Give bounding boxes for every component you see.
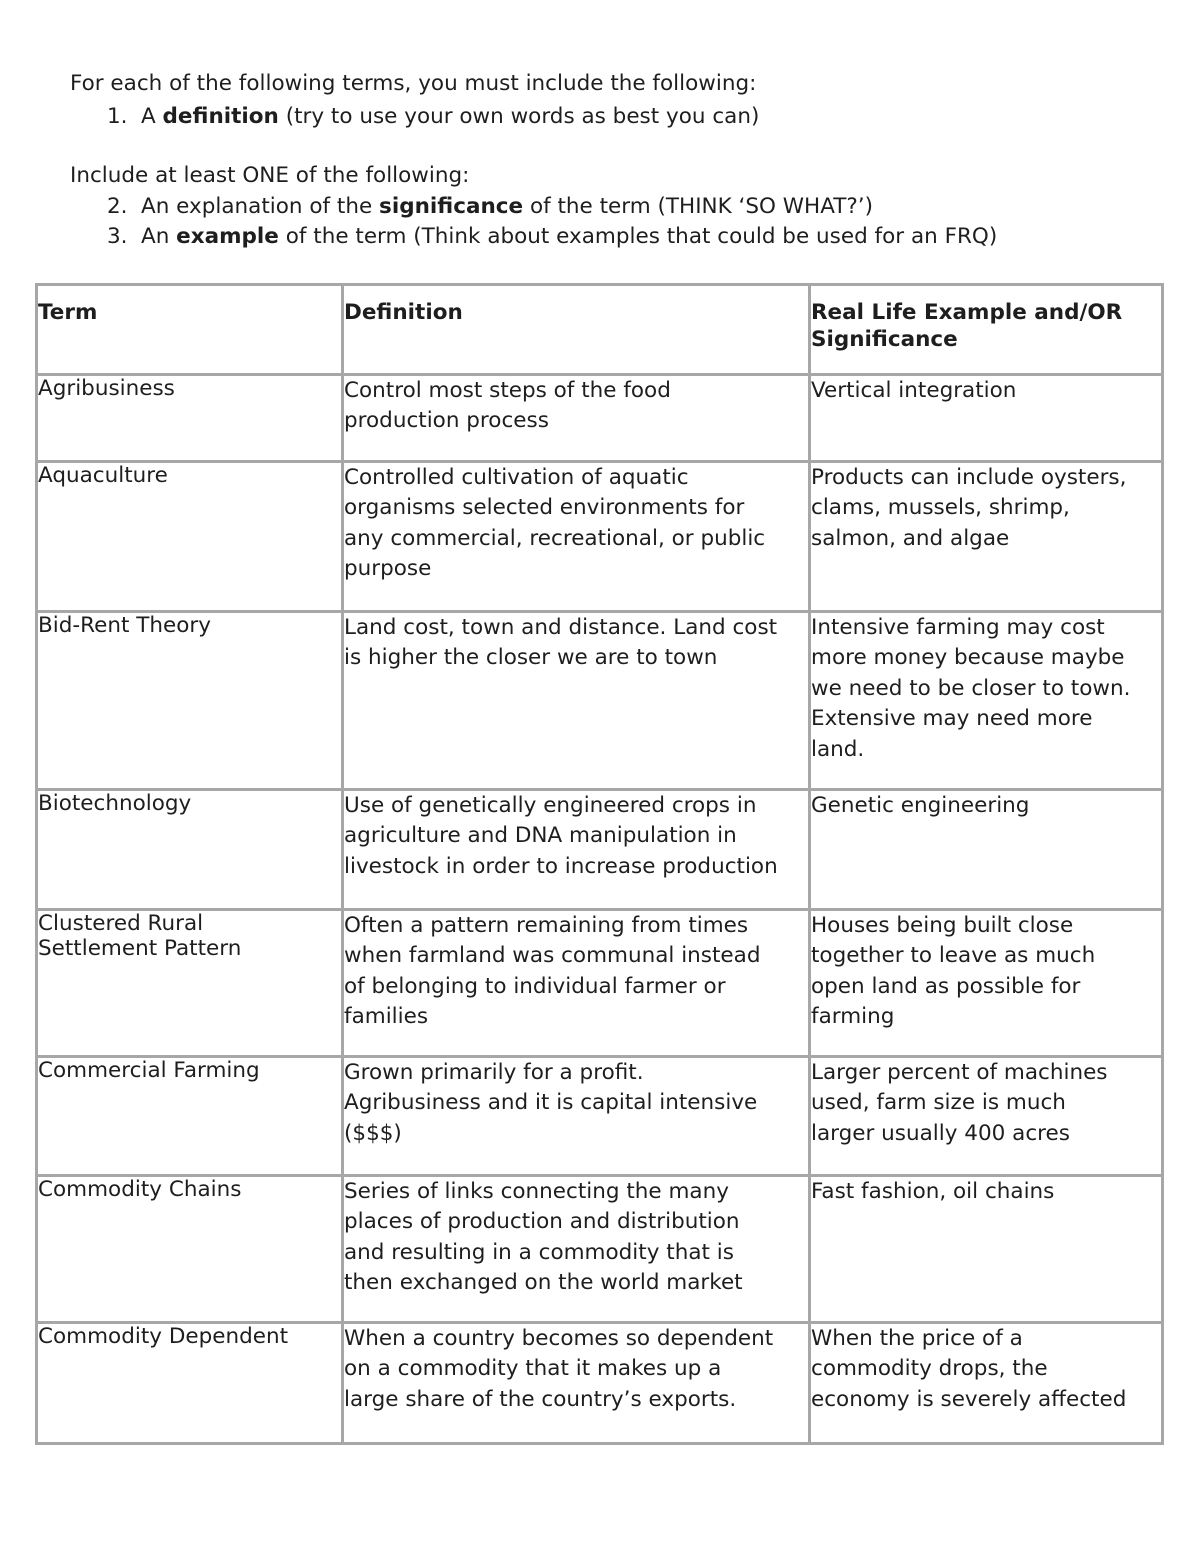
list-text-after: (try to use your own words as best you can) [278, 104, 760, 129]
cell-line: Commercial Farming [38, 1058, 260, 1083]
term-cell [37, 462, 343, 612]
cell-line: clams, mussels, shrimp, [811, 495, 1070, 521]
example-cell [810, 790, 1163, 910]
cell-line: and resulting in a commodity that is [344, 1239, 734, 1265]
cell-line: Control most steps of the food [344, 378, 671, 403]
example-cell [810, 1057, 1163, 1176]
cell-line: together to leave as much [811, 943, 1096, 969]
header-label: Term [38, 300, 98, 325]
cell-line: livestock in order to increase production [344, 853, 778, 879]
term-cell [37, 375, 343, 462]
cell-line: When the price of a [811, 1326, 1023, 1351]
cell-line: agriculture and DNA manipulation in [344, 823, 737, 849]
header-label: Real Life Example and/OR [811, 300, 1123, 325]
list-text [141, 222, 997, 252]
header-definition [343, 285, 810, 375]
cell-line: Commodity Chains [38, 1177, 242, 1202]
cell-line: Grown primarily for a profit. [344, 1060, 644, 1085]
definition-cell [343, 910, 810, 1057]
example-cell [810, 612, 1163, 790]
cell-line: Clustered Rural [38, 911, 204, 936]
cell-line: Use of genetically engineered crops in [344, 793, 757, 818]
list-text-after: of the term (THINK ‘SO WHAT?’) [523, 194, 874, 219]
term-cell [37, 1176, 343, 1323]
table-row-clustered-rural-settlement-pattern [37, 910, 1163, 1057]
table-row-commodity-chains [37, 1176, 1163, 1323]
cell-line: Controlled cultivation of aquatic [344, 465, 689, 490]
example-cell [810, 1176, 1163, 1323]
table-row-bid-rent-theory [37, 612, 1163, 790]
cell-line: Larger percent of machines [811, 1060, 1108, 1085]
cell-line: Settlement Pattern [38, 936, 242, 961]
table-row-commodity-dependent [37, 1323, 1163, 1444]
cell-line: Vertical integration [811, 378, 1017, 403]
cell-line: Intensive farming may cost [811, 615, 1105, 640]
header-label: Significance [811, 327, 958, 352]
cell-line: Genetic engineering [811, 793, 1030, 818]
cell-line: Bid-Rent Theory [38, 613, 211, 638]
terms-table [35, 283, 1164, 1445]
term-cell [37, 1323, 343, 1444]
cell-line: of belonging to individual farmer or [344, 973, 726, 999]
definition-cell [343, 1176, 810, 1323]
list-number: 2. [107, 194, 128, 219]
list-number: 1. [107, 104, 128, 129]
cell-line: Fast fashion, oil chains [811, 1179, 1055, 1204]
keyword-definition: definition [162, 104, 279, 129]
example-cell [810, 1323, 1163, 1444]
example-cell [810, 910, 1163, 1057]
cell-line: commodity drops, the [811, 1356, 1048, 1382]
cell-line: used, farm size is much [811, 1090, 1066, 1116]
cell-line: purpose [344, 556, 432, 582]
cell-line: Series of links connecting the many [344, 1179, 729, 1204]
list-text [141, 192, 873, 222]
cell-line: is higher the closer we are to town [344, 645, 718, 671]
cell-line: larger usually 400 acres [811, 1120, 1070, 1146]
list-text-before: An explanation of the [141, 194, 380, 219]
cell-line: Agribusiness [38, 376, 175, 401]
header-example [810, 285, 1163, 375]
cell-line: ($$$) [344, 1120, 402, 1146]
header-label: Definition [344, 300, 463, 325]
term-cell [37, 790, 343, 910]
keyword-significance: significance [379, 194, 524, 219]
cell-line: Land cost, town and distance. Land cost [344, 615, 778, 640]
cell-line: large share of the country’s exports. [344, 1386, 737, 1412]
cell-line: open land as possible for [811, 973, 1081, 999]
cell-line: Agribusiness and it is capital intensive [344, 1090, 758, 1116]
cell-line: When a country becomes so dependent [344, 1326, 774, 1351]
cell-line: Products can include oysters, [811, 465, 1127, 490]
cell-line: any commercial, recreational, or public [344, 525, 766, 551]
definition-cell [343, 1057, 810, 1176]
list-item-significance [0, 192, 1200, 222]
table-header-row [37, 285, 1163, 375]
instructions-intro: For each of the following terms, you must include the following: [70, 71, 757, 96]
cell-line: economy is severely affected [811, 1386, 1127, 1412]
cell-line: salmon, and algae [811, 525, 1010, 551]
cell-line: when farmland was communal instead [344, 943, 761, 969]
cell-line: Aquaculture [38, 463, 168, 488]
list-text-before: A [141, 104, 163, 129]
table-row-agribusiness [37, 375, 1163, 462]
table-row-biotechnology [37, 790, 1163, 910]
cell-line: on a commodity that it makes up a [344, 1356, 722, 1382]
cell-line: places of production and distribution [344, 1209, 740, 1235]
cell-line: Biotechnology [38, 791, 192, 816]
table-row-commercial-farming [37, 1057, 1163, 1176]
cell-line: farming [811, 1004, 895, 1030]
example-cell [810, 462, 1163, 612]
definition-cell [343, 462, 810, 612]
cell-line: land. [811, 736, 865, 762]
cell-line: Houses being built close [811, 913, 1074, 938]
cell-line: organisms selected environments for [344, 495, 745, 521]
term-cell [37, 1057, 343, 1176]
keyword-example: example [176, 224, 279, 249]
header-term [37, 285, 343, 375]
list-text-before: An [141, 224, 177, 249]
list-item-example [0, 222, 1200, 252]
example-cell [810, 375, 1163, 462]
cell-line: production process [344, 408, 549, 434]
definition-cell [343, 375, 810, 462]
list-item-definition [0, 102, 1200, 132]
cell-line: more money because maybe [811, 645, 1125, 671]
term-cell [37, 910, 343, 1057]
cell-line: then exchanged on the world market [344, 1270, 743, 1296]
term-cell [37, 612, 343, 790]
cell-line: Extensive may need more [811, 706, 1093, 732]
optional-intro: Include at least ONE of the following: [70, 163, 470, 188]
definition-cell [343, 1323, 810, 1444]
definition-cell [343, 790, 810, 910]
cell-line: Often a pattern remaining from times [344, 913, 749, 938]
cell-line: Commodity Dependent [38, 1324, 289, 1349]
cell-line: we need to be closer to town. [811, 675, 1131, 701]
table-row-aquaculture [37, 462, 1163, 612]
list-text [141, 102, 759, 132]
list-text-after: of the term (Think about examples that could be used for an FRQ) [278, 224, 998, 249]
list-number: 3. [107, 224, 128, 249]
definition-cell [343, 612, 810, 790]
cell-line: families [344, 1004, 429, 1030]
